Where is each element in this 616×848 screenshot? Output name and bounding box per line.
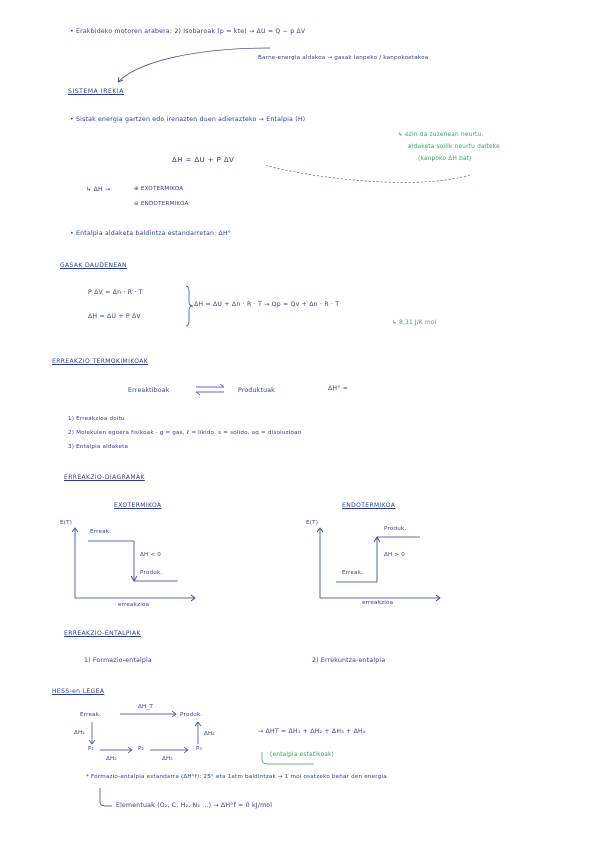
hess-p3: P₃ [196,746,203,752]
hess-p1: P₁ [88,746,95,752]
gas-formula-2: ΔH = ΔU + P ΔV [88,313,141,320]
hook-arrow [100,788,112,806]
list-item-1: 1) Erreakzioa doitu [68,416,125,422]
curve-arrow [118,48,270,82]
heading-diagramak: ERREAKZIO-DIAGRAMAK [64,474,145,481]
heading-entalpiak: ERREAKZIO-ENTALPIAK [64,630,141,637]
green-note-3: (entalpia estatikoak) [270,752,334,758]
note-line-isobaroak: • Erakbideko motoren arabera: 2) Isobaroak (p = kte) → ΔU = Q − p ΔV [70,28,306,35]
exo-diagram [72,528,195,601]
elements-line: Elementuak (O₂, C, H₂, N₂ ...) → ΔH°f = 0 kJ/mol [116,802,273,809]
heading-termokimikoak: ERREAKZIO TERMOKIMIKOAK [52,358,149,365]
enthalpy-item-2: 2) Errekuntza-entalpia [312,657,386,664]
endo-diagram [317,528,440,601]
exo-title: EXOTERMIKOA [114,502,162,509]
exo-label: ⊕ EXOTERMIKOA [134,186,184,192]
heading-hess: HESS-en LEGEA [52,688,105,695]
hess-sum: → ΔHT = ΔH₁ + ΔH₂ + ΔH₃ + ΔH₄ [258,728,366,735]
exo-top-label: Erreak. [90,529,112,535]
hess-dh1: ΔH₁ [74,730,85,736]
note-line-standard: • Entalpia aldaketa baldintza estandarretan: ΔH° [70,230,232,237]
green-note-1b: aldaketa soilik neurtu daiteke [408,144,500,150]
hess-dh2: ΔH₂ [106,756,117,762]
gas-formula-3: ΔH = ΔU + Δn · R · T → Qp = Qv + Δn · R · T [194,301,340,308]
reaction-dh: ΔH° = [328,385,349,392]
exo-dh: ΔH < 0 [140,552,162,558]
dh-arrow: ↳ ΔH → [86,186,111,193]
products-label: Produktuak [238,387,275,394]
endo-title: ENDOTERMIKOA [342,502,396,509]
dashed-curve [264,165,470,182]
green-note-1a: ↳ ezin da zuzenean neurtu. [398,132,484,138]
endo-dh: ΔH > 0 [384,552,406,558]
gas-formula-1: P ΔV = Δn · R · T [88,289,143,296]
exo-axis-y: E(T) [60,520,73,526]
exo-bottom-label: Produk. [140,570,163,576]
note-line-entalpia: • Sistak energia gartzen edo irenazten duen adierazteko → Entalpia (H) [70,116,306,123]
endo-label: ⊖ ENDOTERMIKOA [134,201,189,207]
hess-reactants: Erreak. [80,712,102,718]
endo-axis-x: erreakzioa [362,600,394,606]
note-line-barne-energia: Barne-energia aldakoa → gasak lanpeko / kanpokoetakoa [258,55,429,61]
green-note-1c: (kanpoko ΔH bat) [418,156,472,162]
exo-axis-x: erreakzioa [118,602,150,608]
list-item-3: 3) Entalpia aldaketa [68,444,129,450]
hess-p2: P₂ [138,746,145,752]
endo-bottom-label: Erreak. [342,570,364,576]
enthalpy-item-1: 1) Formazio-entalpia [84,657,152,664]
endo-axis-y: E(T) [306,520,319,526]
list-item-2: 2) Molekulen egoera fisikoak · g = gas, ℓ = likido, s = solido, aq = disoluzioan [68,430,302,436]
hess-dh4: ΔH₄ [204,731,215,737]
reactants-label: Erreaktiboak [128,387,170,394]
hess-products: Produk. [180,712,203,718]
heading-gasak: GASAK DAUDENEAN [60,262,127,269]
hess-dht: ΔH_T [138,704,154,710]
green-note-2: ↳ 8,31 J/K mol [392,320,437,326]
gas-brace [186,286,193,326]
endo-top-label: Produk. [384,526,407,532]
formation-line: * Formazio-entalpia estandarra (ΔH°f): 25° eta 1atm baldintzak → 1 mol osatzeko behar den energia [86,774,387,780]
formula-enthalpy: ΔH = ΔU + P ΔV [172,156,235,164]
heading-sistema-irekia: SISTEMA IREKIA [68,88,124,95]
hess-dh3: ΔH₃ [162,756,173,762]
